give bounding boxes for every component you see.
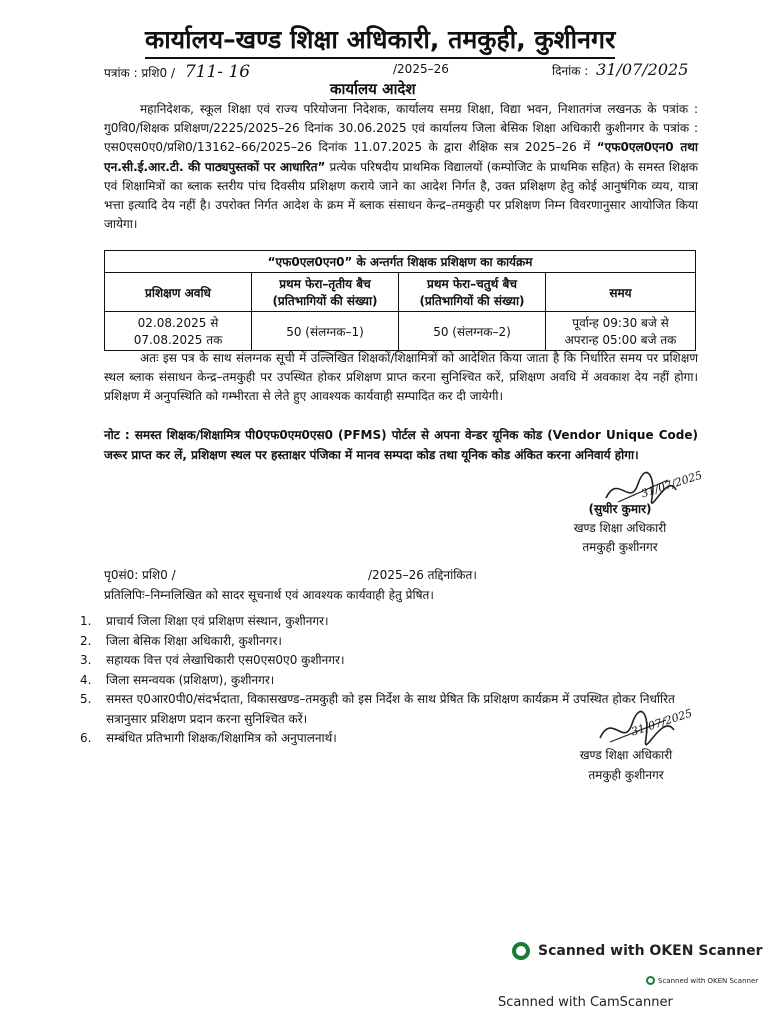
copy-intro: प्रतिलिपिः–निम्नलिखित को सादर सूचनार्थ एवं आवश्यक कार्यवाही हेतु प्रेषित। [104,588,434,602]
table-caption: “एफ0एल0एन0” के अन्तर्गत शिक्षक प्रशिक्षण का कार्यक्रम [105,251,696,273]
date-handwritten: 31/07/2025 [596,60,689,79]
item-text: प्राचार्य जिला शिक्षा एवं प्रशिक्षण संस्थान, कुशीनगर। [106,614,329,628]
header-time: समय [546,273,696,312]
cell-batch3: 50 (संलग्नक–1) [252,312,399,351]
item-number: 4. [80,672,92,687]
header-period: प्रशिक्षण अवधि [105,273,252,312]
header-batch3: प्रथम फेरा–तृतीय बैच (प्रतिभागियों की संख्या) [252,273,399,312]
item-number: 2. [80,633,92,648]
signatory-place: तमकुही कुशीनगर [582,540,658,554]
patrank-handwritten: 711- 16 [184,62,251,82]
period-start: 02.08.2025 से [137,316,219,330]
item-text: सहायक वित्त एवं लेखाधिकारी एस0एस0ए0 कुशीनगर। [106,653,345,667]
training-schedule-table [104,250,696,351]
copy-ref-year: /2025–26 तद्दिनांकित। [368,568,477,582]
item-text: सम्बंधित प्रतिभागी शिक्षक/शिक्षामित्र को अनुपालनार्थ। [106,731,337,745]
letter-number-row [104,62,250,82]
camscanner-watermark: Scanned with CamScanner [498,995,673,1010]
cell-batch4: 50 (संलग्नक–2) [399,312,546,351]
list-item [80,671,700,691]
date-label: दिनांक : [552,64,589,78]
office-title: कार्यालय–खण्ड शिक्षा अधिकारी, तमकुही, कुशीनगर [145,22,615,59]
table-row [105,312,696,351]
instruction-text: अतः इस पत्र के साथ संलग्नक सूची में उल्लिखित शिक्षकों/शिक्षामित्रों को आदेशित किया जाता है कि निर्धारित समय पर प्रशिक्षण स्थल ब्लाक संसाधन केन्द्र–तमकुही पर उपस्थित होकर प्रशिक्षण प्राप्त करना सुनिश्चित करें, प्रशिक्षण अवधि में अवकाश देय नहीं होगा। प्रशिक्षण में अनुपस्थिति को गम्भीरता से लेते हुए आवश्यक कार्यवाही सम्पादित कर दी जायेगी। [104,351,698,404]
header-batch4: प्रथम फेरा–चतुर्थ बैच (प्रतिभागियों की संख्या) [399,273,546,312]
item-text: समस्त ए0आर0पी0/संदर्भदाता, विकासखण्ड–तमकुही को इस निर्देश के साथ प्रेषित कि प्रशिक्षण कार्यक्रम में उपस्थित होकर निर्धारित सत्रानुसार प्रशिक्षण प्रदान करना सुनिश्चित करें। [106,692,675,726]
item-number: 3. [80,653,92,667]
note-paragraph: नोट : समस्त शिक्षक/शिक्षामित्र पी0एफ0एम0एस0 (PFMS) पोर्टल से अपना वेन्डर यूनिक कोड (Vendor Unique Code) जरूर प्राप्त कर लें, प्रशिक्षण स्थल पर हस्ताक्षर पंजिका में मानव सम्पदा कोड तथा यूनिक कोड अंकित करना अनिवार्य होगा। [104,428,698,462]
item-number: 1. [80,614,92,628]
letter-year: /2025–26 [393,62,449,76]
period-end: 07.08.2025 तक [133,333,223,347]
time-end: अपरान्ह 05:00 बजे तक [564,333,677,347]
list-item [80,612,700,632]
date-row [552,60,688,79]
signatory-designation: खण्ड शिक्षा अधिकारी [573,521,667,535]
item-text: जिला समन्वयक (प्रशिक्षण), कुशीनगर। [106,672,275,687]
list-item [80,651,700,671]
instruction-paragraph [104,349,698,407]
signature2-date: 31/07/2025 [629,706,694,739]
list-item [80,632,700,652]
oken-watermark-large [512,942,763,960]
time-start: पूर्वान्ह 09:30 बजे से [572,316,669,330]
item-number: 5. [80,692,92,706]
copy-ref-label: पृ0सं0: प्रशि0 / [104,568,176,582]
signatory2-place: तमकुही कुशीनगर [588,768,664,782]
order-paragraph-bold: “एफ0एल0एन0 तथा एन.सी.ई.आर.टी. की पाठ्यपुस्तकों पर आधारित” [104,140,698,174]
patrank-label: पत्रांक : प्रशि0 / [104,66,176,80]
item-text: जिला बेसिक शिक्षा अधिकारी, कुशीनगर। [106,633,282,648]
signature1-date: 31/07/2025 [639,468,704,501]
oken-watermark-small-text: Scanned with OKEN Scanner [658,976,759,985]
item-number: 6. [80,731,92,745]
signatory2-designation: खण्ड शिक्षा अधिकारी [579,748,673,762]
order-paragraph-part2: प्रत्येक परिषदीय प्राथमिक विद्यालयों (कम्पोजिट के प्राथमिक सहित) के समस्त शिक्षक एवं शिक्षामित्रों का ब्लाक स्तरीय पांच दिवसीय प्रशिक्षण कराये जाने का आदेश निर्गत है, उक्त प्रशिक्षण हेतु कोई आनुषंगिक व्यय, यात्रा भत्ता इत्यादि देय नहीं है। उपरोक्त निर्गत आदेश के क्रम में ब्लाक संसाधन केन्द्र–तमकुही पर प्रशिक्षण निम्न विवरणानुसार आयोजित किया जायेगा। [104,159,698,232]
oken-logo-small-icon [646,976,655,985]
oken-watermark-small [646,976,758,985]
signatory-name: (सुधीर कुमार) [588,502,652,516]
oken-logo-icon [512,942,530,960]
oken-watermark-text: Scanned with OKEN Scanner [538,943,763,959]
order-paragraph [104,100,698,234]
cell-time [546,312,696,351]
cell-period [105,312,252,351]
order-paragraph-part1: महानिदेशक, स्कूल शिक्षा एवं राज्य परियोजना निदेशक, कार्यालय समग्र शिक्षा, विद्या भवन, निशातगंज लखनऊ के पत्रांक : गु0वि0/शिक्षक प्रशिक्षण/2225/2025–26 दिनांक 30.06.2025 एवं कार्यालय जिला बेसिक शिक्षा अधिकारी कुशीनगर के पत्रांक : एस0एस0ए0/प्रशि0/13162–66/2025–26 दिनांक 11.07.2025 के द्वारा शैक्षिक सत्र 2025–26 में [104,102,698,155]
order-heading: कार्यालय आदेश [330,80,416,98]
